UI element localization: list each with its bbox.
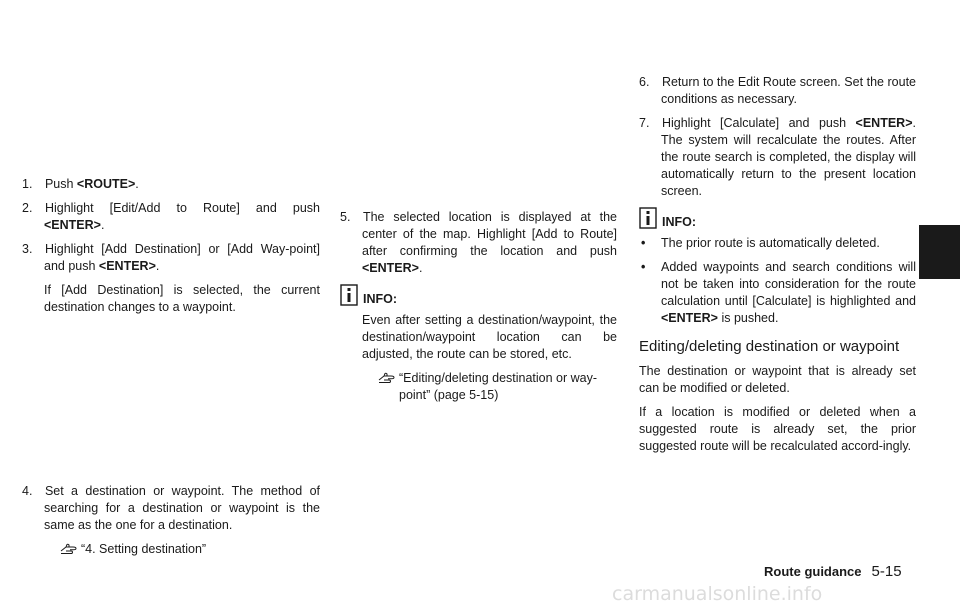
step-text: Highlight [Add Destination] or [Add Way-point] and push: [44, 242, 320, 273]
step-1: [22, 176, 320, 193]
step-number: 5.: [340, 210, 351, 224]
key-label: <ENTER>: [98, 259, 156, 273]
key-label: <ENTER>: [44, 218, 101, 232]
bullet-text: The prior route is automatically deleted.: [661, 236, 880, 250]
cross-reference[interactable]: [22, 541, 320, 558]
step-5: [340, 209, 617, 277]
body-paragraph: If a location is modified or deleted when a suggested route is already set, the prior suggested route will be recalculated accord-ingly.: [639, 405, 916, 453]
middle-column: [340, 209, 617, 404]
step-4: [22, 483, 320, 534]
left-column: [22, 176, 320, 323]
step-number: 4.: [22, 484, 33, 498]
key-label: <ENTER>: [855, 116, 913, 130]
info-text: Even after setting a destination/waypoint, the destination/waypoint location can be adjusted, the route can be stored, etc.: [362, 313, 617, 361]
info-bullet: [639, 259, 916, 327]
info-bullet: [639, 235, 916, 252]
step-7: [639, 115, 916, 200]
bullet-dot: •: [641, 260, 646, 274]
left-column-lower: [22, 483, 320, 558]
step-number: 6.: [639, 75, 650, 89]
page-footer: [764, 563, 902, 580]
step-text: Highlight [Edit/Add to Route] and push: [44, 201, 320, 215]
key-label: <ENTER>: [362, 261, 419, 275]
step-number: 1.: [22, 177, 33, 191]
bullet-text-end: is pushed.: [717, 311, 779, 325]
footer-section-title: Route guidance: [764, 564, 862, 579]
info-icon: [639, 207, 657, 229]
reference-text: “4. Setting destination”: [81, 542, 207, 556]
section-heading: Editing/deleting destination or waypoint: [639, 338, 900, 355]
info-heading: [639, 207, 916, 229]
step-text: Set a destination or waypoint. The method of searching for a destination or waypoint is the same as the one for a destination.: [44, 484, 320, 532]
step-number: 2.: [22, 201, 33, 215]
step-text-end: .: [135, 177, 139, 191]
key-label: <ENTER>: [661, 311, 718, 325]
right-column: [639, 74, 916, 462]
info-heading: [340, 284, 617, 306]
info-label: INFO:: [662, 215, 697, 229]
step-text-end: .: [418, 261, 423, 275]
reference-text: “Editing/deleting destination or way-point” (page 5-15): [399, 371, 598, 402]
step-text: Return to the Edit Route screen. Set the route conditions as necessary.: [661, 75, 916, 106]
step-text-end: .: [100, 218, 105, 232]
step-text: Highlight [Calculate] and push: [661, 116, 856, 130]
pointing-hand-icon: [60, 543, 78, 555]
pointing-hand-icon: [378, 372, 396, 384]
step-text-end: . The system will recalculate the routes. After the route search is completed, the display will automatically return to the present location screen.: [661, 116, 916, 198]
step-2: [22, 200, 320, 234]
watermark: carmanualsonline.info: [612, 583, 823, 605]
info-icon: [340, 284, 358, 306]
step-text-end: .: [155, 259, 160, 273]
bullet-text-start: Added waypoints and search conditions will not be taken into consideration for the route calculation until [Calculate] is highlighted and: [661, 260, 916, 308]
cross-reference[interactable]: [340, 370, 617, 404]
body-paragraph: The destination or waypoint that is already set can be modified or deleted.: [639, 364, 916, 395]
step-6: [639, 74, 916, 108]
key-label: <ROUTE>: [76, 177, 136, 191]
step-text: The selected location is displayed at the center of the map. Highlight [Add to Route] after confirming the location and push: [362, 210, 617, 258]
info-label: INFO:: [363, 292, 398, 306]
chapter-tab: [919, 225, 960, 279]
bullet-text: [661, 259, 916, 327]
step-3-note: If [Add Destination] is selected, the current destination changes to a waypoint.: [44, 283, 320, 314]
step-number: 7.: [639, 116, 650, 130]
step-number: 3.: [22, 242, 33, 256]
step-text: Push: [44, 177, 77, 191]
step-3: [22, 241, 320, 275]
page-number: 5-15: [871, 563, 902, 580]
bullet-dot: •: [641, 236, 646, 250]
